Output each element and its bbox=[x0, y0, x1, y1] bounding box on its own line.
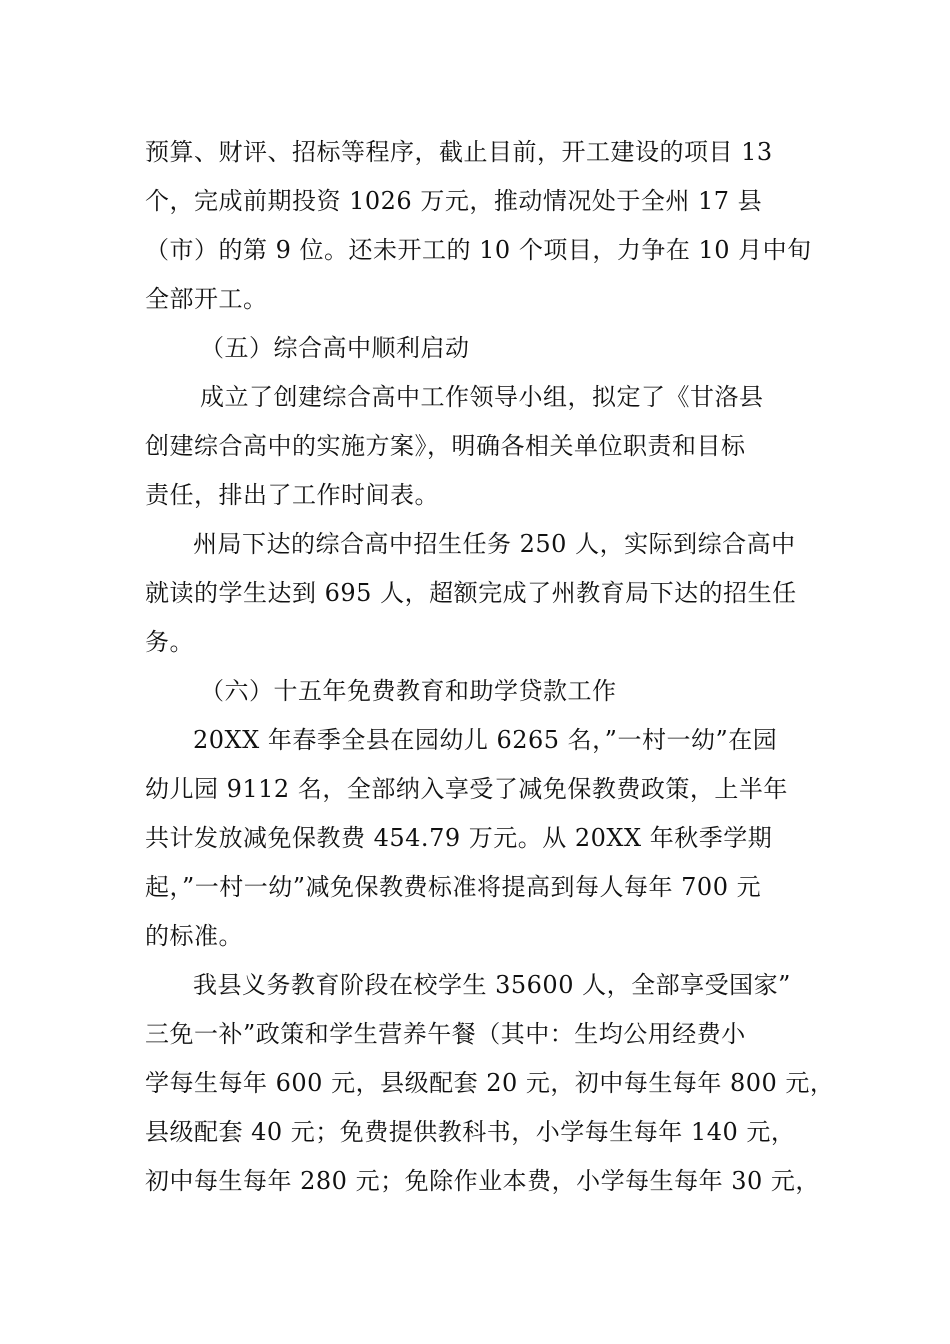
text-line: 幼儿园 9112 名，全部纳入享受了减免保教费政策，上半年 bbox=[145, 775, 788, 803]
text-line: 个，完成前期投资 1026 万元，推动情况处于全州 17 县 bbox=[145, 187, 763, 215]
text-line: 起，”一村一幼”减免保教费标准将提高到每人每年 700 元 bbox=[145, 873, 762, 901]
paragraph-start: 州局下达的综合高中招生任务 250 人，实际到综合高中 bbox=[193, 530, 796, 558]
text-line: 初中每生每年 280 元；免除作业本费，小学每生每年 30 元， bbox=[145, 1167, 820, 1195]
text-line: 共计发放减免保教费 454.79 万元。从 20XX 年秋季学期 bbox=[145, 824, 773, 852]
paragraph-start: 20XX 年春季全县在园幼儿 6265 名，”一村一幼”在园 bbox=[193, 726, 778, 754]
text-line: 务。 bbox=[145, 628, 194, 656]
text-line: 全部开工。 bbox=[145, 285, 268, 313]
text-line: 三免一补”政策和学生营养午餐（其中：生均公用经费小 bbox=[145, 1020, 746, 1048]
text-line: 就读的学生达到 695 人，超额完成了州教育局下达的招生任 bbox=[145, 579, 797, 607]
text-line: 学每生每年 600 元，县级配套 20 元，初中每生每年 800 元， bbox=[145, 1069, 835, 1097]
section-heading-5: （五）综合高中顺利启动 bbox=[200, 334, 470, 362]
text-line: 的标准。 bbox=[145, 922, 243, 950]
text-line: 预算、财评、招标等程序，截止目前，开工建设的项目 13 bbox=[145, 138, 773, 166]
document-body bbox=[145, 128, 835, 1206]
paragraph-start: 我县义务教育阶段在校学生 35600 人，全部享受国家” bbox=[193, 971, 791, 999]
text-line: 创建综合高中的实施方案》，明确各相关单位职责和目标 bbox=[145, 432, 746, 460]
text-line: （市）的第 9 位。还未开工的 10 个项目，力争在 10 月中旬 bbox=[145, 236, 812, 264]
section-heading-6: （六）十五年免费教育和助学贷款工作 bbox=[200, 677, 617, 705]
paragraph-start: 成立了创建综合高中工作领导小组，拟定了《甘洛县 bbox=[200, 383, 764, 411]
text-line: 县级配套 40 元；免费提供教科书，小学每生每年 140 元， bbox=[145, 1118, 796, 1146]
text-line: 责任，排出了工作时间表。 bbox=[145, 481, 439, 509]
